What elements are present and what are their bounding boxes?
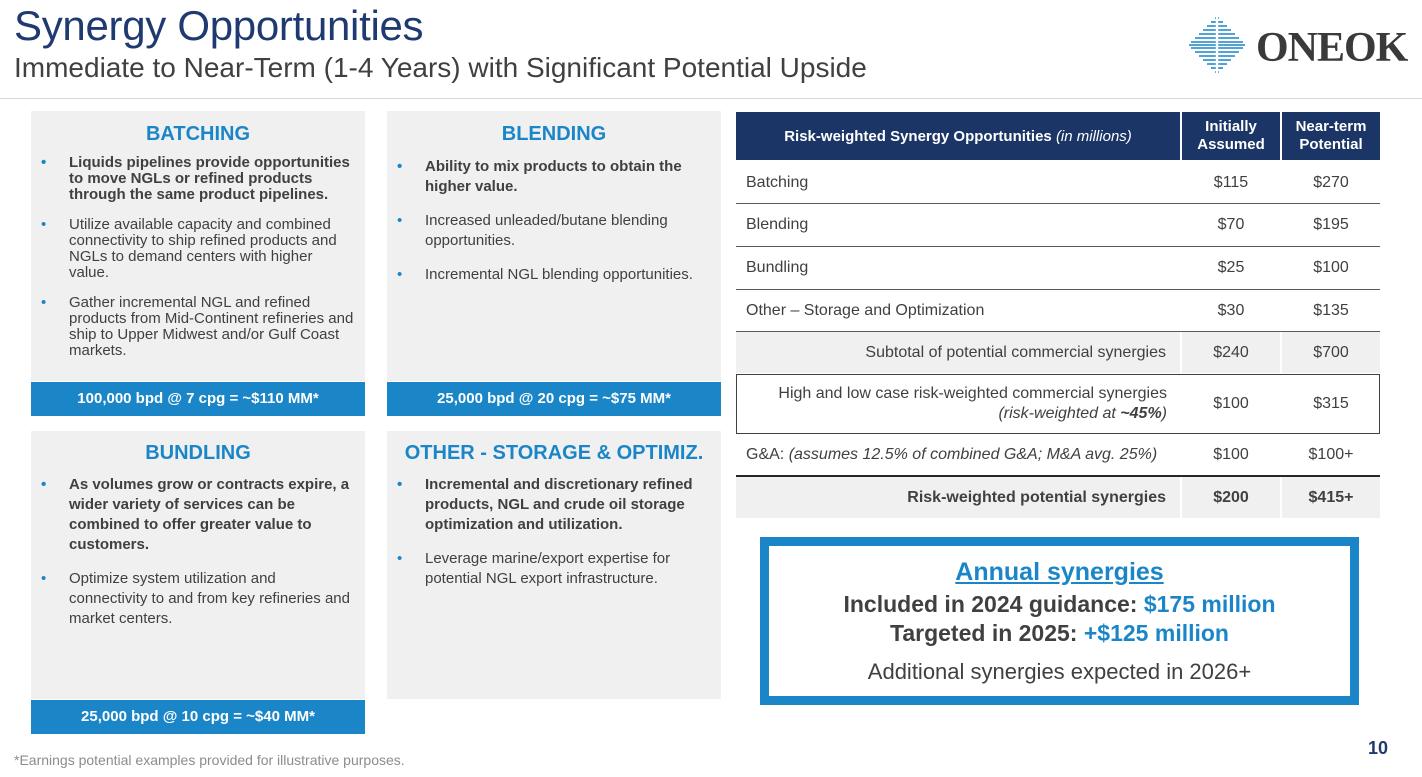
table-header-label: Risk-weighted Synergy Opportunities (in millions)	[736, 112, 1180, 160]
oneok-diamond-icon	[1186, 14, 1248, 76]
bullet-icon: •	[41, 154, 47, 171]
table-header-initially-assumed: Initially Assumed	[1182, 112, 1280, 160]
synergy-table	[736, 112, 1380, 518]
list-item: • Optimize system utilization and connectivity to and from key refineries and market centers.	[41, 570, 350, 627]
bullet-icon: •	[397, 266, 403, 283]
list-item: • Utilize available capacity and combined connectivity to ship refined products and NGLs to demand centers with higher value.	[41, 216, 337, 281]
batching-title: BATCHING	[145, 123, 251, 145]
blending-bullets	[387, 157, 721, 285]
guidance-2024-line: Included in 2024 guidance: $175 million	[843, 591, 1276, 617]
bullet-icon: •	[397, 212, 403, 229]
bullet-icon: •	[41, 570, 47, 587]
total-row: Risk-weighted potential synergies $200 $415+	[736, 477, 1380, 518]
bullet-icon: •	[397, 158, 403, 175]
bundling-title: BUNDLING	[145, 442, 251, 464]
batching-bullets	[31, 155, 365, 359]
company-logo	[1186, 14, 1408, 76]
annual-synergies-box	[760, 537, 1359, 705]
page-title: Synergy Opportunities	[14, 2, 424, 49]
blending-estimate-bar: 25,000 bpd @ 20 cpg = ~$75 MM*	[387, 382, 721, 416]
table-row: Blending $70 $195	[746, 216, 1349, 233]
ga-row: G&A: (assumes 12.5% of combined G&A; M&A avg. 25%) $100 $100+	[746, 446, 1354, 463]
bullet-icon: •	[41, 216, 47, 233]
batching-estimate-bar: 100,000 bpd @ 7 cpg = ~$110 MM*	[31, 382, 365, 416]
bullet-icon: •	[397, 476, 403, 493]
footnote: *Earnings potential examples provided for illustrative purposes.	[14, 752, 405, 768]
list-item: • Incremental NGL blending opportunities.	[397, 266, 693, 283]
table-row: Other – Storage and Optimization $30 $135	[746, 301, 1349, 319]
page-subtitle: Immediate to Near-Term (1-4 Years) with Significant Potential Upside	[14, 52, 867, 83]
bullet-icon: •	[41, 476, 47, 493]
other-storage-bullets	[387, 475, 721, 589]
list-item: • Leverage marine/export expertise for potential NGL export infrastructure.	[397, 550, 671, 587]
other-storage-card	[387, 431, 721, 699]
page-number: 10	[1368, 738, 1389, 758]
table-row: Bundling $25 $100	[746, 259, 1349, 276]
blending-title: BLENDING	[501, 123, 607, 145]
target-2025-line: Targeted in 2025: +$125 million	[890, 620, 1229, 646]
list-item: • Increased unleaded/butane blending opportunities.	[397, 212, 668, 249]
header-divider	[0, 98, 1422, 99]
bullet-icon: •	[41, 294, 47, 311]
list-item: • Liquids pipelines provide opportunities to move NGLs or refined products through the same product pipelines.	[41, 154, 350, 203]
logo-wordmark: ONEOK	[1256, 25, 1408, 71]
table-row: Batching $115 $270	[746, 173, 1349, 191]
list-item: • Incremental and discretionary refined products, NGL and crude oil storage optimization and utilization.	[397, 476, 693, 533]
risk-weighted-case-row: High and low case risk-weighted commercial synergies (risk-weighted at ~45%) $100 $315	[736, 374, 1380, 434]
subtotal-row: Subtotal of potential commercial synergies $240 $700	[736, 332, 1380, 373]
bundling-estimate-bar: 25,000 bpd @ 10 cpg = ~$40 MM*	[31, 700, 365, 734]
annual-synergies-heading: Annual synergies	[955, 558, 1164, 586]
list-item: • Gather incremental NGL and refined products from Mid-Continent refineries and ship to Upper Midwest and/or Gulf Coast markets.	[41, 294, 354, 359]
list-item: • As volumes grow or contracts expire, a wider variety of services can be combined to offer greater value to customers.	[41, 476, 350, 553]
list-item: • Ability to mix products to obtain the higher value.	[397, 158, 682, 195]
bundling-card	[31, 431, 365, 699]
bullet-icon: •	[397, 550, 403, 567]
table-header-near-term-potential: Near-term Potential	[1282, 112, 1380, 160]
additional-synergies-text: Additional synergies expected in 2026+	[867, 659, 1252, 684]
other-storage-title: OTHER - STORAGE & OPTIMIZ.	[404, 442, 704, 464]
blending-card	[387, 111, 721, 381]
bundling-bullets	[31, 475, 365, 629]
batching-card	[31, 111, 365, 381]
